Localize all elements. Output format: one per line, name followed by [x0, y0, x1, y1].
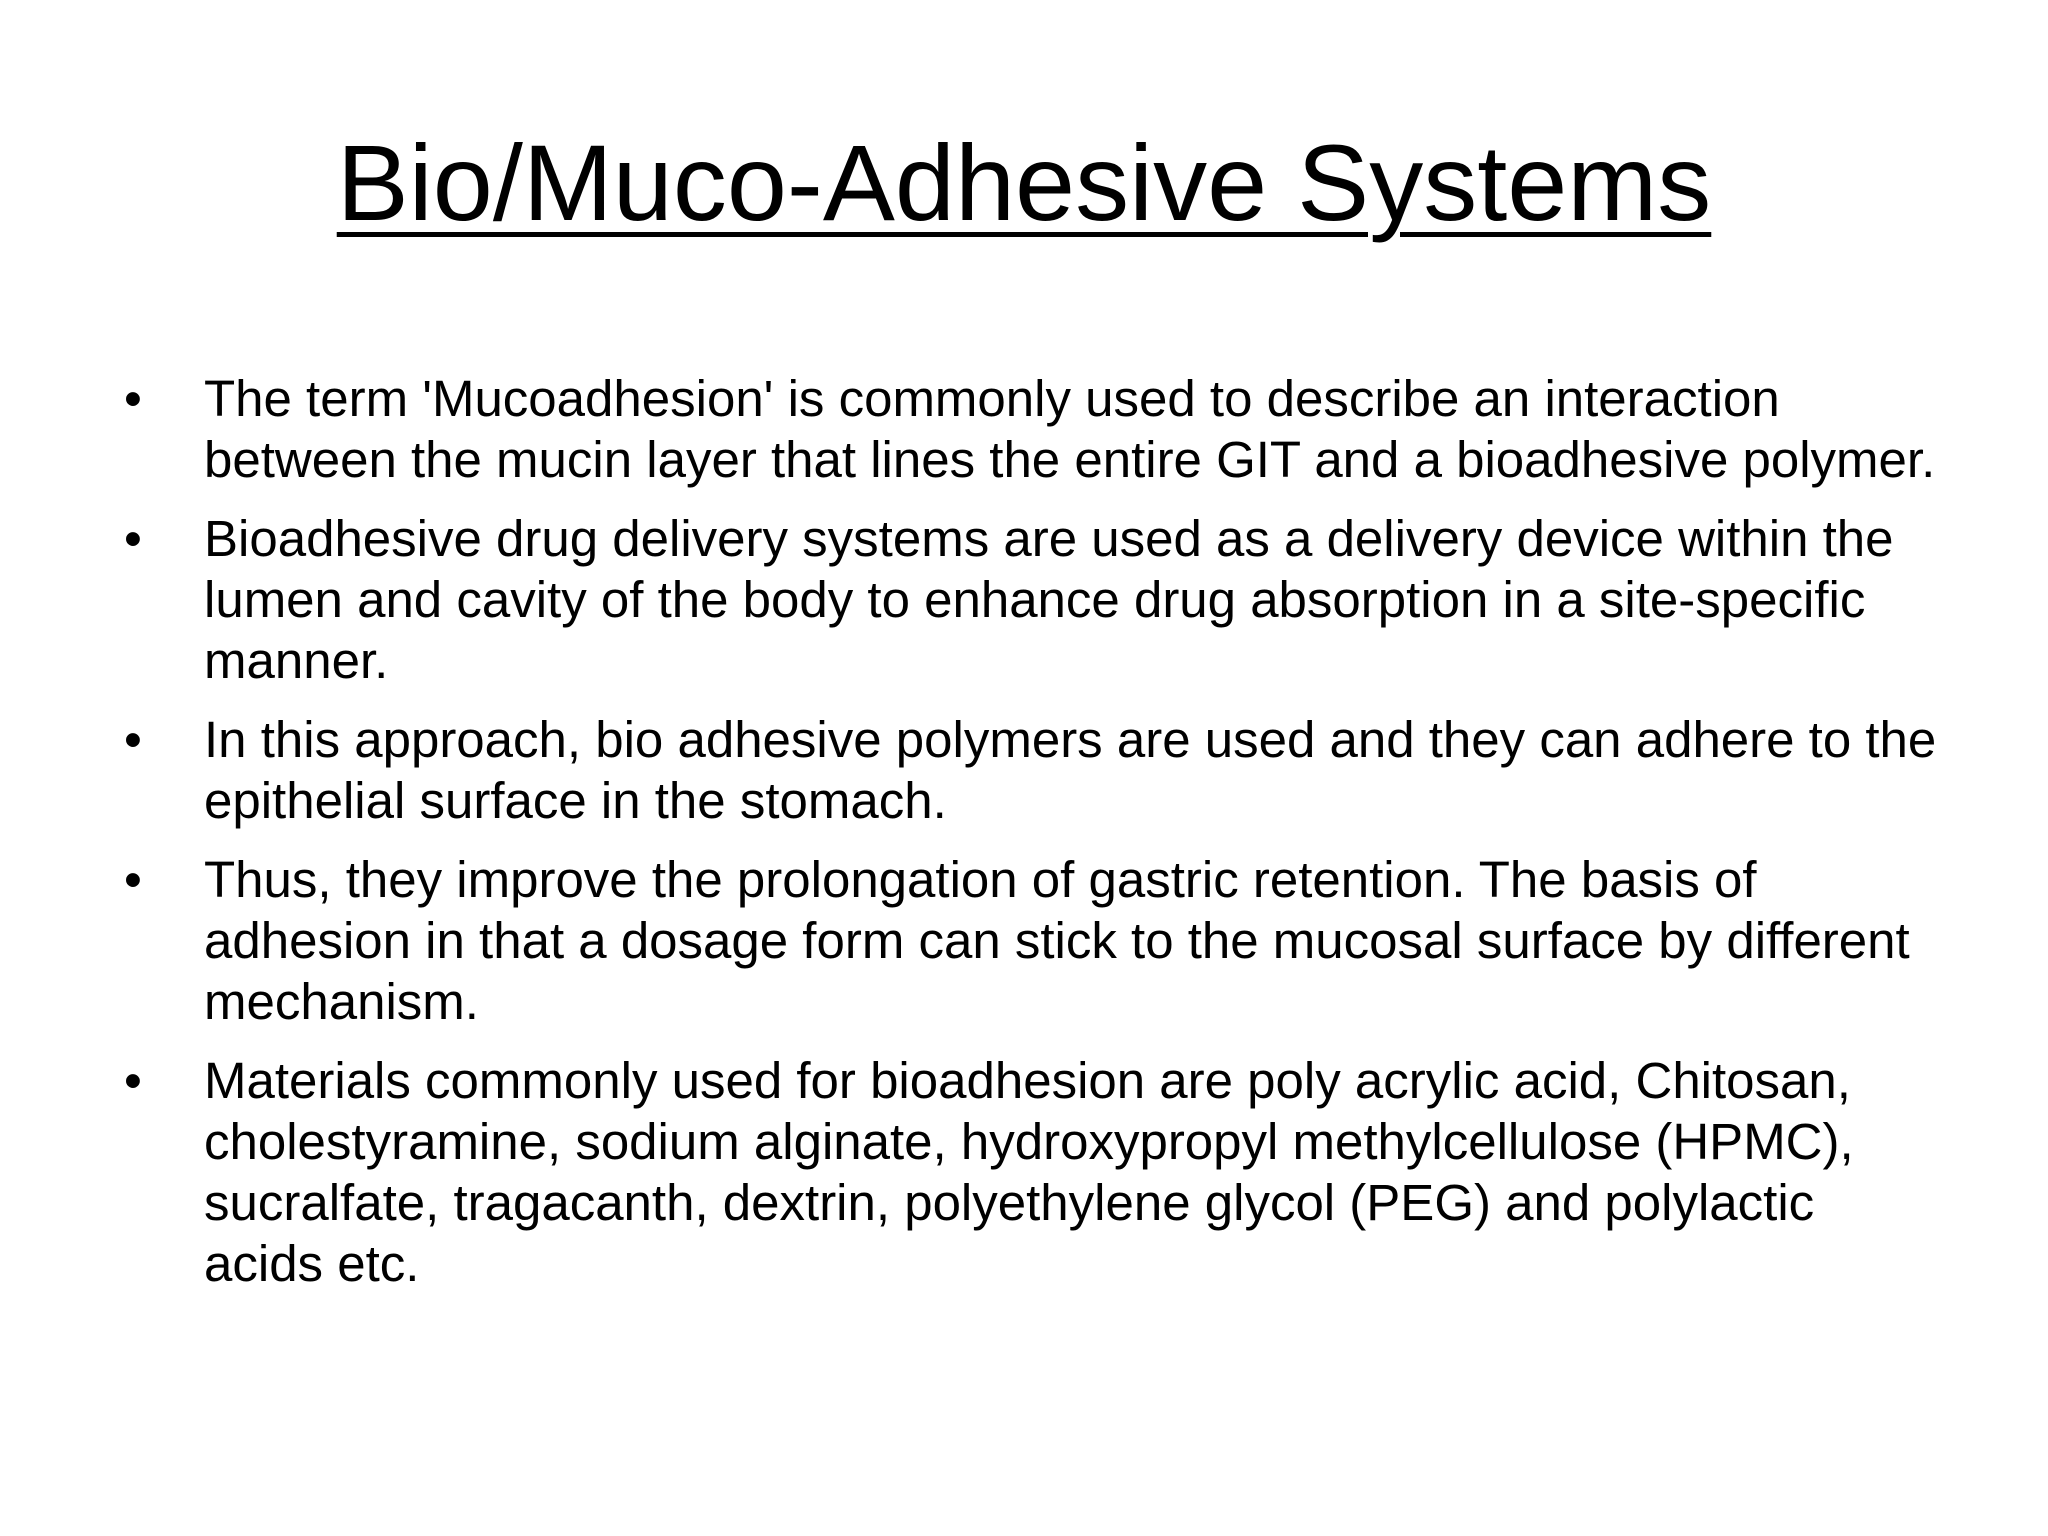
bullet-item-2	[122, 508, 1942, 691]
bullet-text-3: In this approach, bio adhesive polymers are used and they can adhere to the epithelial surface in the stomach.	[204, 711, 1937, 829]
bullet-item-1	[122, 368, 1942, 490]
bullet-text-1: The term 'Mucoadhesion' is commonly used to describe an interaction between the mucin layer that lines the entire GIT and a bioadhesive polymer.	[204, 370, 1936, 488]
bullet-list	[122, 368, 1942, 1312]
bullet-dot: •	[124, 851, 142, 908]
bullet-text-5: Materials commonly used for bioadhesion are poly acrylic acid, Chitosan, cholestyramine, sodium alginate, hydroxypropyl methylcellulose (HPMC), sucralfate, tragacanth, dextrin, polyethylene glycol (PEG) and polylactic acids etc.	[204, 1052, 1854, 1292]
bullet-text-2: Bioadhesive drug delivery systems are used as a delivery device within the lumen and cavity of the body to enhance drug absorption in a site-specific manner.	[204, 510, 1894, 689]
bullet-text-4: Thus, they improve the prolongation of gastric retention. The basis of adhesion in that a dosage form can stick to the mucosal surface by different mechanism.	[204, 851, 1910, 1030]
slide-title	[0, 118, 2048, 248]
bullet-item-3	[122, 709, 1942, 831]
bullet-dot: •	[124, 370, 142, 427]
bullet-dot: •	[124, 1052, 142, 1109]
bullet-item-4	[122, 849, 1942, 1032]
slide-title-text: Bio/Muco-Adhesive Systems	[336, 122, 1712, 243]
bullet-dot: •	[124, 711, 142, 768]
bullet-dot: •	[124, 510, 142, 567]
bullet-item-5	[122, 1050, 1942, 1294]
